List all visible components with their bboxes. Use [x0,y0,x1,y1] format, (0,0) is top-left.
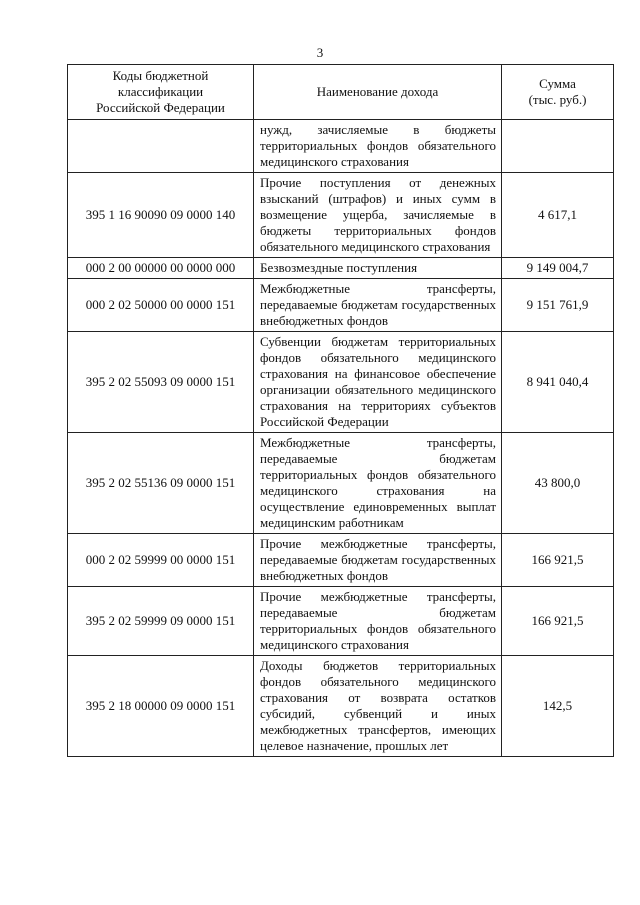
budget-code: 000 2 02 50000 00 0000 151 [68,279,254,332]
header-revenue-name: Наименование дохода [254,65,502,120]
amount [502,120,614,173]
amount: 43 800,0 [502,433,614,534]
table-row [68,332,614,433]
table-header-row [68,65,614,120]
budget-code [68,120,254,173]
revenue-name: Доходы бюджетов территориальных фондов обязательного медицинского страхования от возврата остатков субсидий, субвенций и иных межбюджетных трансфертов, имеющих целевое назначение, прошлых лет [254,656,502,757]
table-row [68,656,614,757]
table-row [68,120,614,173]
header-amount: Сумма (тыс. руб.) [502,65,614,120]
budget-code: 395 2 02 55136 09 0000 151 [68,433,254,534]
header-budget-code: Коды бюджетной классификации Российской Федерации [68,65,254,120]
table-row [68,534,614,587]
budget-code: 000 2 00 00000 00 0000 000 [68,258,254,279]
revenue-name: Безвозмездные поступления [254,258,502,279]
budget-code: 000 2 02 59999 00 0000 151 [68,534,254,587]
revenue-name: Прочие межбюджетные трансферты, передаваемые бюджетам территориальных фондов обязательного медицинского страхования [254,587,502,656]
budget-code: 395 2 18 00000 09 0000 151 [68,656,254,757]
amount: 166 921,5 [502,534,614,587]
table-row [68,258,614,279]
revenue-name: Прочие межбюджетные трансферты, передаваемые бюджетам государственных внебюджетных фондов [254,534,502,587]
budget-code: 395 2 02 59999 09 0000 151 [68,587,254,656]
budget-revenue-table [67,64,614,757]
revenue-name: Межбюджетные трансферты, передаваемые бюджетам государственных внебюджетных фондов [254,279,502,332]
amount: 9 151 761,9 [502,279,614,332]
revenue-name: нужд, зачисляемые в бюджеты территориальных фондов обязательного медицинского страхования [254,120,502,173]
budget-code: 395 2 02 55093 09 0000 151 [68,332,254,433]
budget-code: 395 1 16 90090 09 0000 140 [68,173,254,258]
table-row [68,433,614,534]
table-row [68,173,614,258]
revenue-name: Прочие поступления от денежных взысканий (штрафов) и иных сумм в возмещение ущерба, зачисляемые в бюджеты территориальных фондов обязательного медицинского страхования [254,173,502,258]
page-number: 3 [316,45,324,60]
revenue-name: Субвенции бюджетам территориальных фондов обязательного медицинского страхования на финансовое обеспечение организации обязательного медицинского страхования на территориях субъектов Российской Федерации [254,332,502,433]
table-row [68,279,614,332]
revenue-name: Межбюджетные трансферты, передаваемые бюджетам территориальных фондов обязательного медицинского страхования на осуществление единовременных выплат медицинским работникам [254,433,502,534]
amount: 4 617,1 [502,173,614,258]
amount: 142,5 [502,656,614,757]
amount: 8 941 040,4 [502,332,614,433]
amount: 9 149 004,7 [502,258,614,279]
table-row [68,587,614,656]
amount: 166 921,5 [502,587,614,656]
